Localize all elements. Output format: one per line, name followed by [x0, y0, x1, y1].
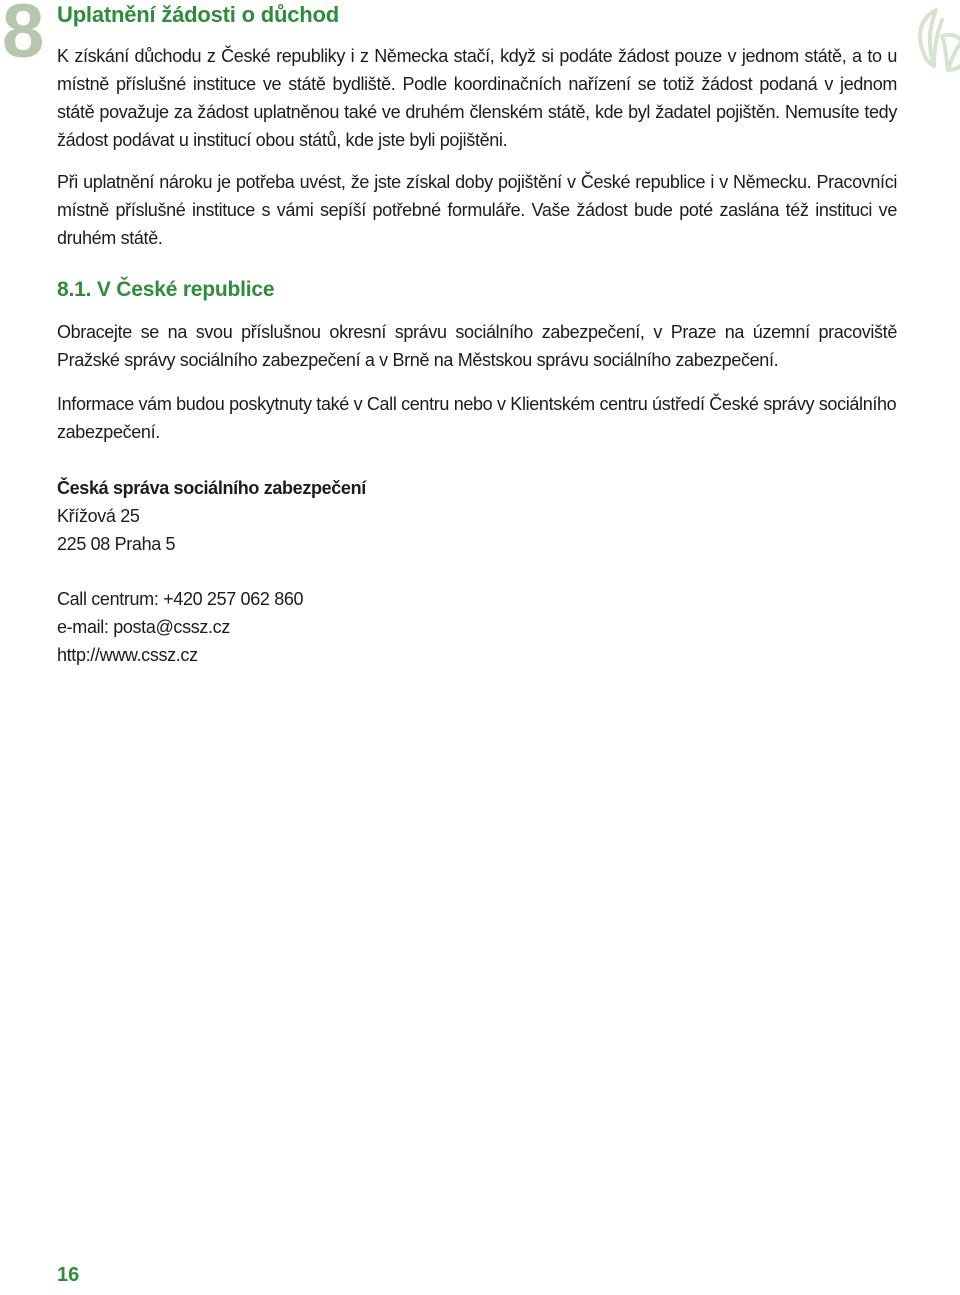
- chapter-title: Uplatnění žádosti o důchod: [57, 2, 340, 27]
- call-centre-phone: Call centrum: +420 257 062 860: [57, 589, 304, 609]
- contact-block: [57, 585, 897, 669]
- contact-website-link[interactable]: http://www.cssz.cz: [57, 645, 198, 665]
- organization-name: Česká správa sociálního zabezpečení: [57, 478, 366, 498]
- address-block: [57, 474, 897, 558]
- address-city: 225 08 Praha 5: [57, 534, 176, 554]
- intro-paragraph-2: Při uplatnění nároku je potřeba uvést, že jste získal doby pojištění v České republice i v Německu. Pracovníci místně příslušné instituce s vámi sepíší potřebné formuláře. Vaše žádost bude poté zaslána též instituci ve druhém státě.: [57, 172, 897, 248]
- main-content: [57, 42, 897, 669]
- address-street: Křížová 25: [57, 506, 140, 526]
- section-heading: 8.1. V České republice: [57, 278, 275, 301]
- section-paragraph-2: Informace vám budou poskytnuty také v Call centru nebo v Klientském centru ústředí České správy sociálního zabezpečení.: [57, 394, 897, 442]
- section-paragraph-1: Obracejte se na svou příslušnou okresní správu sociálního zabezpečení, v Praze na územní pracoviště Pražské správy sociálního zabezpečení a v Brně na Městskou správu sociálního zabezpečení.: [57, 322, 897, 370]
- contact-email[interactable]: e-mail: posta@cssz.cz: [57, 617, 230, 637]
- leaf-outline-icon: [906, 2, 960, 74]
- intro-paragraph-1: K získání důchodu z České republiky i z Německa stačí, když si podáte žádost pouze v jednom státě, a to u místně příslušné instituce ve státě bydliště. Podle koordinačních nařízení se totiž žádost podaná v jednom státě považuje za žádost uplatněnou také ve druhém členském státě, kde byl žadatel pojištěn. Nemusíte tedy žádost podávat u institucí obou států, kde jste byli pojištěni.: [57, 46, 897, 150]
- page-number: 16: [57, 1264, 80, 1286]
- chapter-number: 8: [2, 0, 45, 74]
